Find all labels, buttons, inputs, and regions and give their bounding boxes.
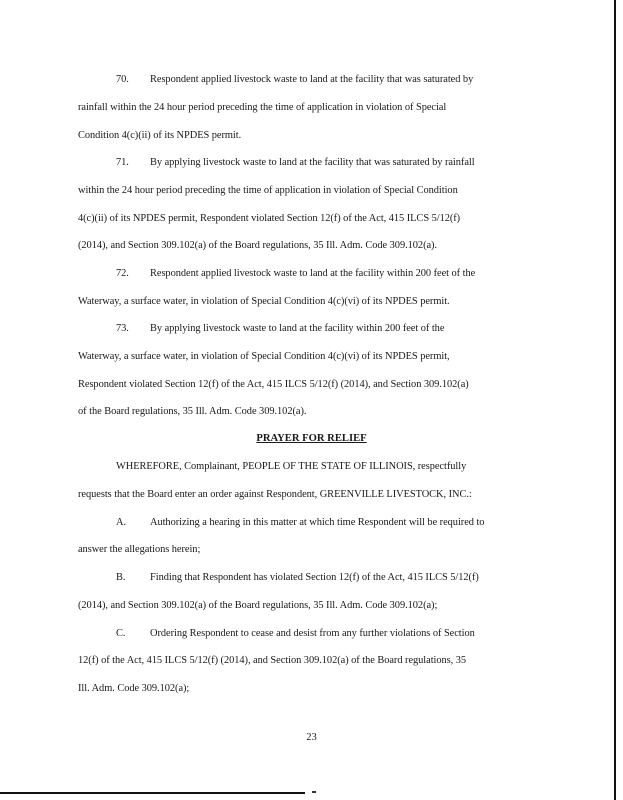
paragraph-73-line-1 xyxy=(116,323,444,334)
paragraph-72-line-2: Waterway, a surface water, in violation of Special Condition 4(c)(vi) of its NPDES permit. xyxy=(78,296,450,307)
item-text: Finding that Respondent has violated Section 12(f) of the Act, 415 ILCS 5/12(f) xyxy=(150,572,479,583)
paragraph-70-line-1 xyxy=(116,74,473,85)
relief-item-c-line-3: Ill. Adm. Code 309.102(a); xyxy=(78,683,190,694)
paragraph-73-line-3: Respondent violated Section 12(f) of the Act, 415 ILCS 5/12(f) (2014), and Section 309.102(a) xyxy=(78,379,469,390)
item-text: Ordering Respondent to cease and desist from any further violations of Section xyxy=(150,628,475,639)
relief-item-a-line-2: answer the allegations herein; xyxy=(78,544,201,555)
item-letter: B. xyxy=(116,572,126,583)
prayer-intro-line-2: requests that the Board enter an order against Respondent, GREENVILLE LIVESTOCK, INC.: xyxy=(78,489,472,500)
relief-item-c-line-1 xyxy=(116,628,475,639)
relief-item-c-line-2: 12(f) of the Act, 415 ILCS 5/12(f) (2014), and Section 309.102(a) of the Board regulations, 35 xyxy=(78,655,467,666)
paragraph-70-line-3: Condition 4(c)(ii) of its NPDES permit. xyxy=(78,130,242,141)
paragraph-number: 70. xyxy=(116,74,129,85)
item-text: Authorizing a hearing in this matter at which time Respondent will be required to xyxy=(150,517,485,528)
paragraph-text: Respondent applied livestock waste to land at the facility that was saturated by xyxy=(150,74,474,85)
paragraph-number: 71. xyxy=(116,157,129,168)
scan-edge-bottom xyxy=(0,792,305,794)
item-letter: A. xyxy=(116,517,127,528)
relief-item-b-line-1 xyxy=(116,572,479,583)
paragraph-text: By applying livestock waste to land at the facility within 200 feet of the xyxy=(150,323,445,334)
paragraph-73-line-4: of the Board regulations, 35 Ill. Adm. Code 309.102(a). xyxy=(78,406,307,417)
paragraph-70-line-2: rainfall within the 24 hour period preceding the time of application in violation of Special xyxy=(78,102,447,113)
relief-item-b-line-2: (2014), and Section 309.102(a) of the Board regulations, 35 Ill. Adm. Code 309.102(a); xyxy=(78,600,438,611)
paragraph-71-line-3: 4(c)(ii) of its NPDES permit, Respondent violated Section 12(f) of the Act, 415 ILCS 5/12(f) xyxy=(78,213,461,224)
paragraph-number: 72. xyxy=(116,268,129,279)
relief-item-a-line-1 xyxy=(116,517,484,528)
paragraph-71-line-1 xyxy=(116,157,475,168)
paragraph-text: Respondent applied livestock waste to land at the facility within 200 feet of the xyxy=(150,268,476,279)
paragraph-71-line-2: within the 24 hour period preceding the time of application in violation of Special Condition xyxy=(78,185,458,196)
scan-edge-right xyxy=(614,0,616,800)
paragraph-text: By applying livestock waste to land at the facility that was saturated by rainfall xyxy=(150,157,475,168)
prayer-intro-line-1: WHEREFORE, Complainant, PEOPLE OF THE STATE OF ILLINOIS, respectfully xyxy=(116,461,467,472)
section-heading: PRAYER FOR RELIEF xyxy=(256,433,367,444)
page-number: 23 xyxy=(306,732,317,743)
paragraph-72-line-1 xyxy=(116,268,475,279)
paragraph-73-line-2: Waterway, a surface water, in violation of Special Condition 4(c)(vi) of its NPDES permit, xyxy=(78,351,450,362)
scan-edge-mark xyxy=(312,791,316,793)
item-letter: C. xyxy=(116,628,126,639)
paragraph-71-line-4: (2014), and Section 309.102(a) of the Board regulations, 35 Ill. Adm. Code 309.102(a). xyxy=(78,240,438,251)
paragraph-number: 73. xyxy=(116,323,129,334)
